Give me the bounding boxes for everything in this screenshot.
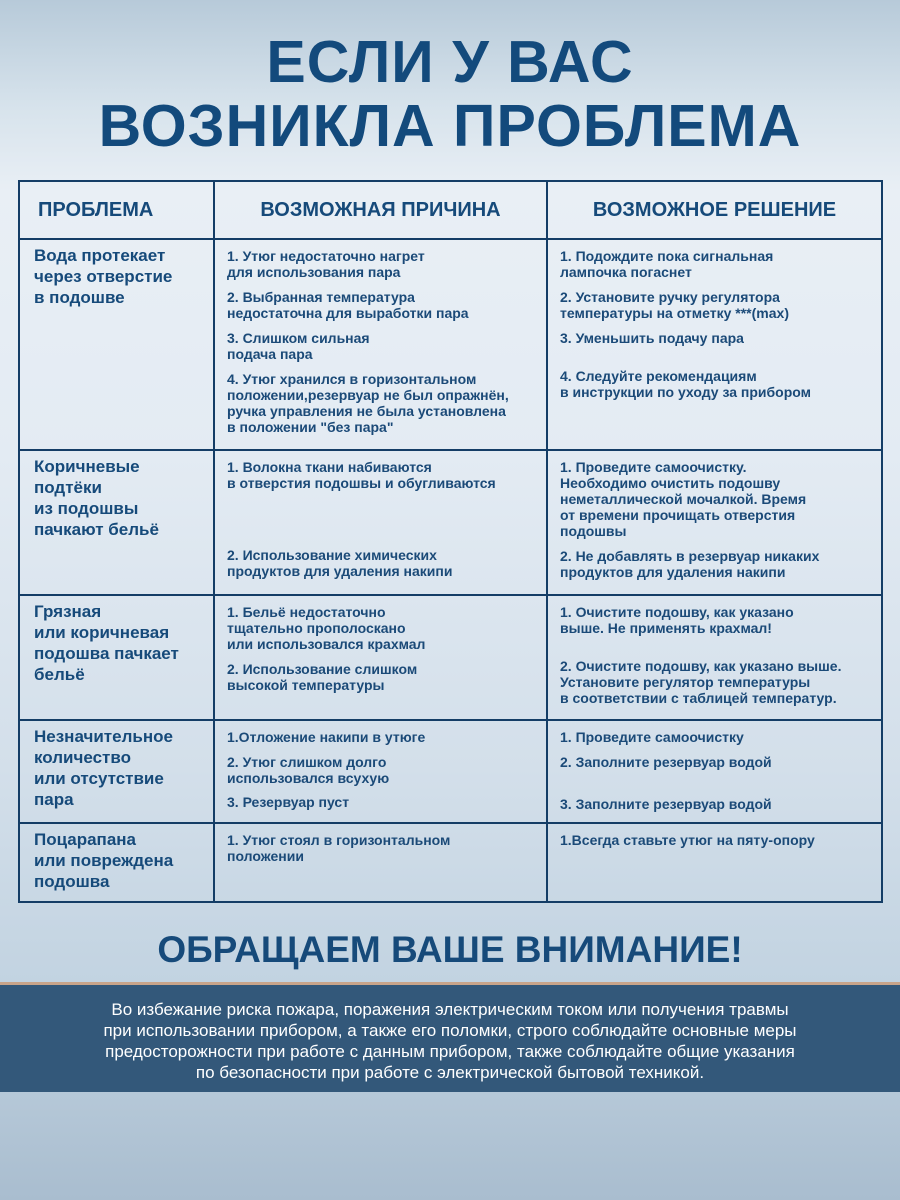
header-problem: ПРОБЛЕМА — [19, 181, 214, 239]
cause-line: в отверстия подошвы и обугливаются — [227, 475, 496, 491]
cause-item — [227, 832, 540, 864]
solution-item — [560, 832, 875, 848]
solution-line: в инструкции по уходу за прибором — [560, 384, 812, 400]
table-row — [19, 823, 882, 902]
page-title — [0, 30, 900, 158]
solution-line: 1. Подождите пока сигнальная — [560, 248, 774, 264]
problem-line: количество — [34, 748, 131, 767]
problem-cell — [19, 720, 214, 823]
problem-line: Коричневые — [34, 457, 140, 476]
solution-line: подошвы — [560, 523, 627, 539]
problem-line: пара — [34, 790, 74, 809]
cause-line: для использования пара — [227, 264, 401, 280]
notice-band — [0, 982, 900, 1092]
cause-line: 1.Отложение накипи в утюге — [227, 729, 426, 745]
notice-text — [0, 999, 900, 1083]
cause-item — [227, 289, 540, 321]
problem-line: пачкают бельё — [34, 520, 159, 539]
solution-line: от времени прочищать отверстия — [560, 507, 796, 523]
cause-item — [227, 794, 540, 810]
problem-line: Незначительное — [34, 727, 173, 746]
solution-line: Необходимо очистить подошву — [560, 475, 781, 491]
cause-cell — [214, 239, 547, 450]
problem-line: из подошвы — [34, 499, 139, 518]
cause-line: подача пара — [227, 346, 313, 362]
problem-cell — [19, 823, 214, 902]
cause-line: 4. Утюг хранился в горизонтальном — [227, 371, 477, 387]
problem-line: подошва — [34, 872, 110, 891]
cause-line: 1. Волокна ткани набиваются — [227, 459, 432, 475]
solution-item — [560, 604, 875, 636]
notice-line: по безопасности при работе с электрической бытовой техникой. — [195, 1063, 705, 1082]
header-solution: ВОЗМОЖНОЕ РЕШЕНИЕ — [547, 181, 882, 239]
cause-line: 3. Резервуар пуст — [227, 794, 350, 810]
cause-line: 2. Утюг слишком долго — [227, 754, 387, 770]
cause-item — [227, 371, 540, 435]
problem-line: в подошве — [34, 288, 125, 307]
title-line-1: ЕСЛИ У ВАС — [266, 29, 634, 95]
solution-cell — [547, 720, 882, 823]
problem-cell — [19, 450, 214, 595]
solution-item — [560, 368, 875, 400]
cause-item — [227, 547, 540, 579]
header-cause: ВОЗМОЖНАЯ ПРИЧИНА — [214, 181, 547, 239]
cause-item — [227, 459, 540, 491]
solution-item — [560, 548, 875, 580]
solution-cell — [547, 823, 882, 902]
cause-line: ручка управления не была установлена — [227, 403, 506, 419]
solution-line: 3. Уменьшить подачу пара — [560, 330, 744, 346]
table-header-row — [19, 181, 882, 239]
cause-line: недостаточна для выработки пара — [227, 305, 469, 321]
cause-line: высокой температуры — [227, 677, 385, 693]
problem-cell — [19, 239, 214, 450]
solution-line: неметаллической мочалкой. Время — [560, 491, 807, 507]
solution-cell — [547, 450, 882, 595]
solution-item — [560, 754, 875, 770]
solution-line: 2. Заполните резервуар водой — [560, 754, 772, 770]
notice-line: Во избежание риска пожара, поражения электрическим током или получения травмы — [111, 1000, 789, 1019]
cause-item — [227, 754, 540, 786]
problem-line: Грязная — [34, 602, 102, 621]
solution-line: 4. Следуйте рекомендациям — [560, 368, 757, 384]
cause-line: 3. Слишком сильная — [227, 330, 370, 346]
cause-cell — [214, 595, 547, 720]
solution-line: 2. Очистите подошву, как указано выше. — [560, 658, 842, 674]
solution-line: 3. Заполните резервуар водой — [560, 796, 772, 812]
table-row — [19, 595, 882, 720]
solution-line: в соответствии с таблицей температур. — [560, 690, 837, 706]
problem-line: подошва пачкает — [34, 644, 179, 663]
notice-line: при использовании прибором, а также его поломки, строго соблюдайте основные меры — [103, 1021, 797, 1040]
table-row — [19, 720, 882, 823]
solution-line: температуры на отметку ***(max) — [560, 305, 789, 321]
cause-line: использовался всухую — [227, 770, 390, 786]
solution-line: выше. Не применять крахмал! — [560, 620, 772, 636]
solution-line: 1. Проведите самоочистку. — [560, 459, 747, 475]
cause-item — [227, 729, 540, 745]
solution-item — [560, 796, 875, 812]
cause-line: 1. Утюг недостаточно нагрет — [227, 248, 425, 264]
problem-line: подтёки — [34, 478, 102, 497]
solution-line: продуктов для удаления накипи — [560, 564, 786, 580]
solution-cell — [547, 595, 882, 720]
problem-line: или отсутствие — [34, 769, 164, 788]
problem-line: Поцарапана — [34, 830, 136, 849]
troubleshooting-table — [18, 180, 883, 903]
solution-line: 2. Не добавлять в резервуар никаких — [560, 548, 820, 564]
solution-item — [560, 248, 875, 280]
problem-line: бельё — [34, 665, 85, 684]
problem-line: через отверстие — [34, 267, 173, 286]
solution-line: 1.Всегда ставьте утюг на пяту-опору — [560, 832, 815, 848]
cause-cell — [214, 823, 547, 902]
solution-item — [560, 289, 875, 321]
cause-line: 2. Выбранная температура — [227, 289, 415, 305]
solution-item — [560, 658, 875, 706]
cause-cell — [214, 720, 547, 823]
solution-item — [560, 330, 875, 346]
cause-line: 1. Бельё недостаточно — [227, 604, 386, 620]
solution-line: лампочка погаснет — [560, 264, 692, 280]
problem-cell — [19, 595, 214, 720]
cause-line: в положении "без пара" — [227, 419, 394, 435]
solution-line: 2. Установите ручку регулятора — [560, 289, 780, 305]
cause-item — [227, 661, 540, 693]
title-line-2: ВОЗНИКЛА ПРОБЛЕМА — [98, 93, 802, 159]
notice-title: ОБРАЩАЕМ ВАШЕ ВНИМАНИЕ! — [157, 929, 743, 970]
solution-line: 1. Проведите самоочистку — [560, 729, 744, 745]
problem-line: или коричневая — [34, 623, 170, 642]
cause-line: 1. Утюг стоял в горизонтальном — [227, 832, 451, 848]
cause-line: тщательно прополоскано — [227, 620, 406, 636]
table-body — [19, 239, 882, 902]
solution-item — [560, 459, 875, 539]
cause-line: или использовался крахмал — [227, 636, 426, 652]
table-row — [19, 239, 882, 450]
solution-line: Установите регулятор температуры — [560, 674, 811, 690]
cause-line: 2. Использование химических — [227, 547, 437, 563]
notice-line: предосторожности при работе с данным прибором, также соблюдайте общие указания — [105, 1042, 795, 1061]
problem-line: или повреждена — [34, 851, 174, 870]
problem-line: Вода протекает — [34, 246, 166, 265]
cause-item — [227, 248, 540, 280]
cause-line: положении — [227, 848, 304, 864]
cause-line: продуктов для удаления накипи — [227, 563, 453, 579]
cause-line: 2. Использование слишком — [227, 661, 418, 677]
solution-item — [560, 729, 875, 745]
cause-line: положении,резервуар не был опражнён, — [227, 387, 509, 403]
cause-cell — [214, 450, 547, 595]
table-row — [19, 450, 882, 595]
cause-item — [227, 330, 540, 362]
solution-line: 1. Очистите подошву, как указано — [560, 604, 794, 620]
cause-item — [227, 604, 540, 652]
solution-cell — [547, 239, 882, 450]
